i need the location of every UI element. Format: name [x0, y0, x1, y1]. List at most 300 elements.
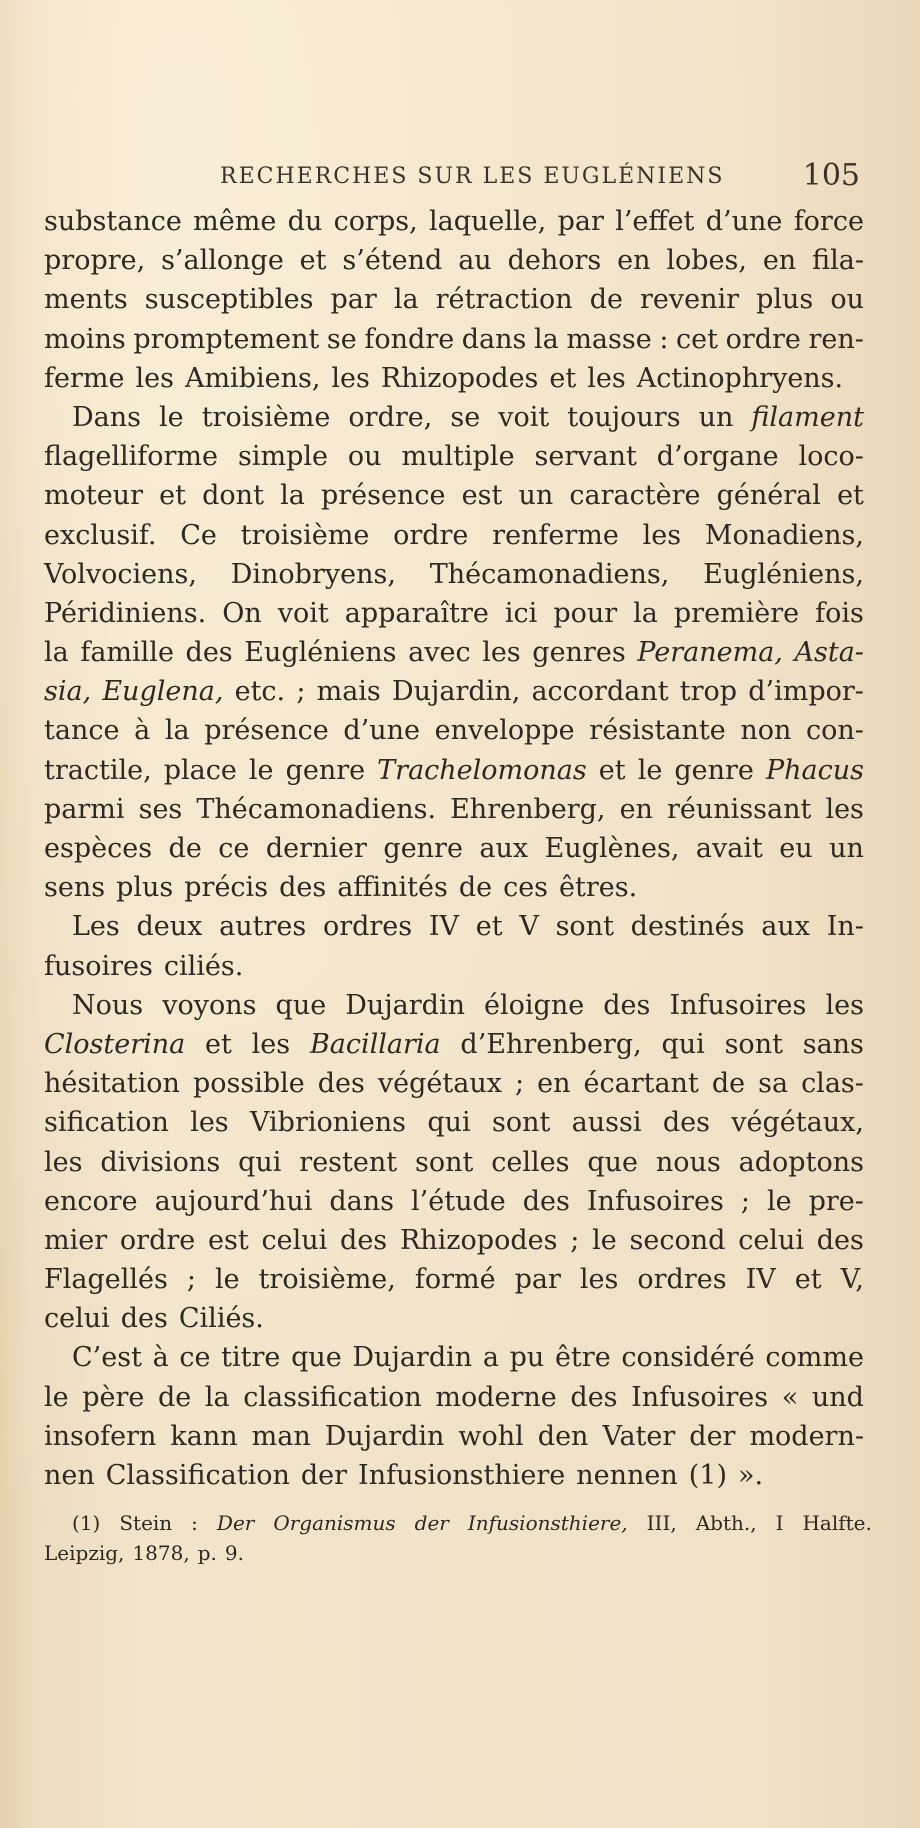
word: la — [534, 323, 559, 355]
word: première — [673, 597, 800, 629]
word: lobes, — [666, 245, 747, 277]
word: laquelle, — [429, 206, 547, 237]
word: dernier — [265, 833, 367, 864]
text-line — [44, 202, 864, 241]
text-line — [44, 907, 864, 946]
text-line — [44, 1025, 864, 1064]
word: réunissant — [667, 793, 812, 825]
word: des — [570, 1381, 618, 1413]
word: le — [159, 401, 184, 433]
word: non — [740, 715, 792, 747]
word: pu — [509, 1342, 545, 1374]
text-line — [44, 1260, 864, 1299]
word: aux — [761, 911, 810, 943]
word: Closterina — [44, 1028, 186, 1060]
word: IV — [428, 911, 460, 943]
word: parmi — [44, 793, 125, 825]
word: s’allonge — [161, 245, 284, 277]
word: Infusionsthiere, — [467, 1511, 628, 1535]
word: Flagellés — [44, 1264, 168, 1296]
word: Thécamonadiens, — [429, 558, 670, 590]
word: Ciliés. — [178, 1303, 264, 1335]
word: Phacus — [765, 754, 864, 786]
word: Trachelomonas — [377, 754, 587, 786]
word: aussi — [571, 1107, 642, 1139]
word: (1) — [688, 1460, 727, 1491]
word: ici — [504, 597, 538, 629]
word: ; — [740, 1185, 750, 1217]
footnote — [44, 1508, 872, 1568]
word: Nous — [72, 989, 144, 1021]
word: ren- — [808, 323, 864, 355]
word: même — [193, 206, 277, 237]
text-line — [44, 1221, 864, 1260]
word: encore — [44, 1185, 138, 1217]
word: s’étend — [342, 245, 443, 277]
word: ce — [179, 1342, 211, 1374]
word: ; — [570, 1224, 580, 1256]
word: IV — [745, 1264, 776, 1296]
word: substance — [44, 206, 182, 237]
word: la — [164, 715, 190, 747]
word: filament — [751, 401, 864, 433]
word: celui — [261, 1224, 328, 1256]
word: et — [299, 245, 327, 277]
word: dans — [461, 323, 527, 355]
word: de — [711, 1068, 746, 1100]
word: présence — [204, 715, 329, 747]
word: der — [300, 1460, 348, 1491]
text-line — [44, 633, 864, 672]
word: Asta- — [794, 637, 864, 669]
word: les — [587, 362, 626, 394]
word: C’est — [72, 1342, 142, 1374]
word: ; — [186, 1264, 196, 1296]
word: Vater — [602, 1420, 676, 1452]
word: Rhizopodes — [380, 362, 539, 394]
word: plus — [116, 872, 174, 904]
text-line — [44, 1417, 864, 1456]
word: de — [458, 872, 493, 904]
word: corps, — [333, 206, 418, 237]
word: ses — [138, 793, 183, 825]
word: In- — [826, 911, 864, 943]
word: 1878, — [132, 1541, 190, 1565]
word: ; — [514, 1068, 525, 1100]
word: sont — [555, 911, 614, 943]
text-line — [44, 711, 864, 750]
word: en — [617, 245, 651, 277]
word: Euglènes, — [544, 833, 680, 864]
word: Ce — [180, 519, 217, 551]
word: un — [829, 833, 864, 864]
word: adoptons — [738, 1146, 864, 1178]
word: der — [414, 1511, 449, 1535]
word: modern- — [749, 1420, 864, 1452]
word: ordre — [725, 323, 801, 355]
word: place — [163, 754, 237, 786]
word: force — [793, 206, 864, 237]
word: trop — [679, 676, 738, 708]
word: celui — [44, 1303, 110, 1335]
word: plus — [756, 284, 814, 316]
word: fois — [815, 597, 864, 629]
word: rétraction — [435, 284, 573, 316]
word: nous — [655, 1146, 721, 1178]
word: Les — [72, 911, 120, 943]
word: voyons — [162, 989, 257, 1021]
word: considéré — [621, 1342, 755, 1374]
word: d’organe — [656, 441, 779, 473]
word: des — [340, 1224, 388, 1256]
word: présence — [320, 480, 446, 512]
word: père — [82, 1381, 145, 1413]
word: possible — [192, 1068, 305, 1100]
word: Infusionsthiere — [358, 1460, 566, 1491]
word: les — [825, 793, 864, 825]
word: d’impor- — [748, 676, 864, 708]
word: en — [762, 245, 797, 277]
text-line — [44, 241, 864, 280]
word: végétaux, — [731, 1107, 864, 1139]
word: Amibiens, — [184, 362, 321, 394]
word: le — [44, 1381, 69, 1413]
text-line — [44, 1338, 864, 1377]
word: Abth., — [695, 1511, 757, 1535]
word: le — [766, 1185, 792, 1217]
footnote-line — [44, 1538, 872, 1568]
word: ordres — [322, 911, 413, 943]
word: des — [185, 637, 233, 669]
word: III, — [646, 1511, 677, 1535]
word: et — [159, 480, 186, 512]
word: se — [326, 323, 357, 355]
word: moderne — [435, 1381, 557, 1413]
word: les — [135, 362, 174, 394]
word: les — [190, 1107, 229, 1139]
word: le — [214, 1264, 240, 1296]
text-line — [44, 1456, 864, 1495]
word: Infusoires — [631, 1381, 769, 1413]
word: les — [579, 1264, 619, 1296]
word: loco- — [798, 441, 864, 473]
word: sont — [491, 1107, 551, 1139]
body-text — [44, 202, 864, 1495]
text-line — [44, 398, 864, 437]
word: apparaître — [344, 597, 489, 629]
word: de — [158, 1381, 192, 1413]
text-line — [44, 359, 864, 398]
text-line — [44, 1103, 864, 1142]
word: Eugléniens, — [703, 558, 864, 590]
text-line — [44, 1182, 864, 1221]
word: genre — [285, 754, 366, 786]
text-line — [44, 868, 864, 907]
word: Vibrioniens — [250, 1107, 406, 1139]
word: troisième — [240, 519, 370, 551]
word: d’une — [343, 715, 420, 747]
word: ciliés. — [163, 950, 244, 982]
word: nennen — [576, 1460, 678, 1491]
word: 9. — [224, 1541, 244, 1565]
word: comme — [765, 1342, 864, 1374]
word: la — [204, 1381, 230, 1413]
word: Infusoires — [586, 1185, 724, 1217]
word: exclusif. — [44, 519, 157, 551]
word: un — [518, 480, 554, 512]
word: ». — [737, 1460, 764, 1491]
word: sia, — [44, 676, 92, 708]
word: Thécamonadiens. — [196, 793, 437, 825]
word: Dujardin — [345, 989, 465, 1021]
word: ments — [44, 284, 128, 316]
word: Peranema, — [637, 637, 783, 669]
word: le — [248, 754, 274, 786]
word: précis — [184, 872, 269, 904]
word: genres — [532, 637, 626, 669]
word: aux — [479, 833, 529, 864]
word: êtres. — [559, 872, 638, 904]
word: Actinophryens. — [636, 362, 844, 394]
word: dont — [202, 480, 264, 512]
text-line — [44, 1299, 864, 1338]
word: les — [825, 989, 864, 1021]
word: en — [537, 1068, 571, 1100]
word: écartant — [583, 1068, 699, 1100]
word: moins — [44, 323, 126, 355]
word: voit — [277, 597, 329, 629]
word: fila- — [812, 245, 864, 277]
word: ou — [830, 284, 864, 316]
word: que — [275, 989, 327, 1021]
word: ces — [503, 872, 549, 904]
word: servant — [534, 441, 637, 473]
word: Euglena, — [102, 676, 224, 708]
word: (1) — [72, 1511, 101, 1535]
word: se — [450, 401, 481, 433]
word: aujourd’hui — [154, 1185, 313, 1217]
word: divisions — [100, 1146, 221, 1178]
word: ou — [347, 441, 382, 473]
word: en — [619, 793, 653, 825]
word: flagelliforme — [44, 441, 219, 473]
word: I — [775, 1511, 784, 1535]
word: par — [557, 206, 604, 237]
word: la — [280, 480, 305, 512]
word: les — [44, 1146, 83, 1178]
text-line — [44, 280, 864, 319]
word: un — [698, 401, 734, 433]
word: est — [461, 480, 503, 512]
word: fusoires — [44, 950, 153, 982]
word: V, — [840, 1264, 864, 1296]
word: avait — [695, 833, 763, 864]
word: Organismus — [273, 1511, 396, 1535]
word: ordre — [119, 1224, 196, 1256]
word: Leipzig, — [44, 1541, 125, 1565]
word: propre, — [44, 245, 146, 277]
word: insofern — [44, 1420, 157, 1452]
word: deux — [136, 911, 203, 943]
word: mier — [44, 1224, 108, 1256]
word: que — [587, 1146, 638, 1178]
word: : — [659, 323, 669, 355]
word: Der — [216, 1511, 255, 1535]
text-line — [44, 672, 864, 711]
word: être — [554, 1342, 611, 1374]
word: enveloppe — [434, 715, 575, 747]
word: toujours — [567, 401, 681, 433]
word: Péridiniens. — [44, 597, 207, 629]
word: Dujardin — [324, 1420, 445, 1452]
word: der — [689, 1420, 736, 1452]
word: des — [317, 1068, 365, 1100]
text-line — [44, 1143, 864, 1182]
word: est — [208, 1224, 249, 1256]
text-line — [44, 947, 864, 986]
word: Bacillaria — [309, 1028, 441, 1060]
word: troisième — [201, 401, 331, 433]
word: et — [475, 911, 503, 943]
word: mais — [316, 676, 381, 708]
word: « — [781, 1381, 799, 1413]
word: p. — [197, 1541, 217, 1565]
word: und — [811, 1381, 864, 1413]
word: Stein — [119, 1511, 173, 1535]
text-line — [44, 751, 864, 790]
word: résistante — [589, 715, 726, 747]
word: wohl — [458, 1420, 524, 1452]
word: de — [589, 284, 623, 316]
word: promptement — [133, 323, 320, 355]
word: éloigne — [484, 989, 585, 1021]
word: formé — [414, 1264, 496, 1296]
text-line — [44, 986, 864, 1025]
word: second — [629, 1224, 726, 1256]
word: On — [222, 597, 262, 629]
text-line — [44, 476, 864, 515]
word: kann — [170, 1420, 238, 1452]
word: eu — [779, 833, 813, 864]
word: des — [120, 1303, 168, 1335]
word: par — [330, 284, 377, 316]
word: la — [633, 597, 658, 629]
word: troisième, — [258, 1264, 396, 1296]
word: des — [603, 989, 651, 1021]
word: ce — [218, 833, 250, 864]
word: Rhizopodes — [399, 1224, 558, 1256]
word: clas- — [801, 1068, 864, 1100]
word: dans — [329, 1185, 395, 1217]
word: tance — [44, 715, 120, 747]
word: multiple — [401, 441, 515, 473]
word: sans — [802, 1028, 864, 1060]
word: voit — [498, 401, 550, 433]
word: l’étude — [411, 1185, 506, 1217]
word: V — [519, 911, 539, 943]
word: ordre, — [348, 401, 433, 433]
word: Halfte. — [802, 1511, 872, 1535]
word: destinés — [630, 911, 745, 943]
text-line — [44, 437, 864, 476]
word: et — [549, 362, 577, 394]
word: par — [514, 1264, 561, 1296]
word: sont — [414, 1146, 474, 1178]
word: au — [458, 245, 492, 277]
text-line — [44, 1064, 864, 1103]
word: Eugléniens — [244, 637, 397, 669]
word: famille — [80, 637, 174, 669]
text-line — [44, 320, 864, 359]
word: ferme — [44, 362, 125, 394]
word: et — [837, 480, 864, 512]
word: tractile, — [44, 754, 152, 786]
word: le — [592, 1224, 617, 1256]
text-line — [44, 1378, 864, 1417]
word: de — [168, 833, 202, 864]
running-title: RECHERCHES SUR LES EUGLÉNIENS — [220, 164, 725, 189]
page-number: 105 — [802, 158, 860, 193]
text-line — [44, 790, 864, 829]
word: fondre — [364, 323, 455, 355]
word: et — [794, 1264, 822, 1296]
word: celles — [491, 1146, 570, 1178]
word: des — [662, 1107, 710, 1139]
word: végétaux — [377, 1068, 502, 1100]
word: sification — [44, 1107, 169, 1139]
word: et — [205, 1028, 232, 1060]
word: a — [482, 1342, 499, 1374]
word: genre — [674, 754, 754, 786]
word: Volvociens, — [44, 558, 197, 590]
word: Dinobryens, — [230, 558, 396, 590]
word: : — [191, 1511, 198, 1535]
word: ; — [296, 676, 306, 708]
word: la — [44, 637, 69, 669]
word: Infusoires — [669, 989, 807, 1021]
word: Monadiens, — [704, 519, 864, 551]
text-line — [44, 594, 864, 633]
word: susceptibles — [144, 284, 314, 316]
word: espèces — [44, 833, 153, 864]
word: les — [331, 362, 370, 394]
word: sens — [44, 872, 106, 904]
word: etc. — [234, 676, 286, 708]
word: qui — [661, 1028, 705, 1060]
word: que — [291, 1342, 342, 1374]
word: restent — [299, 1146, 398, 1178]
word: les — [642, 519, 682, 551]
word: avec — [408, 637, 471, 669]
word: et — [598, 754, 626, 786]
word: dehors — [507, 245, 602, 277]
word: d’une — [705, 206, 783, 237]
word: Dujardin — [352, 1342, 473, 1374]
word: Classification — [105, 1460, 290, 1491]
word: à — [134, 715, 151, 747]
word: titre — [221, 1342, 281, 1374]
word: pre- — [808, 1185, 864, 1217]
word: d’Ehrenberg, — [460, 1028, 642, 1060]
text-line — [44, 516, 864, 555]
word: les — [482, 637, 521, 669]
word: ordre — [393, 519, 469, 551]
word: accordant — [531, 676, 669, 708]
word: Ehrenberg, — [450, 793, 606, 825]
word: l’effet — [615, 206, 695, 237]
word: masse — [566, 323, 652, 355]
word: man — [251, 1420, 311, 1452]
